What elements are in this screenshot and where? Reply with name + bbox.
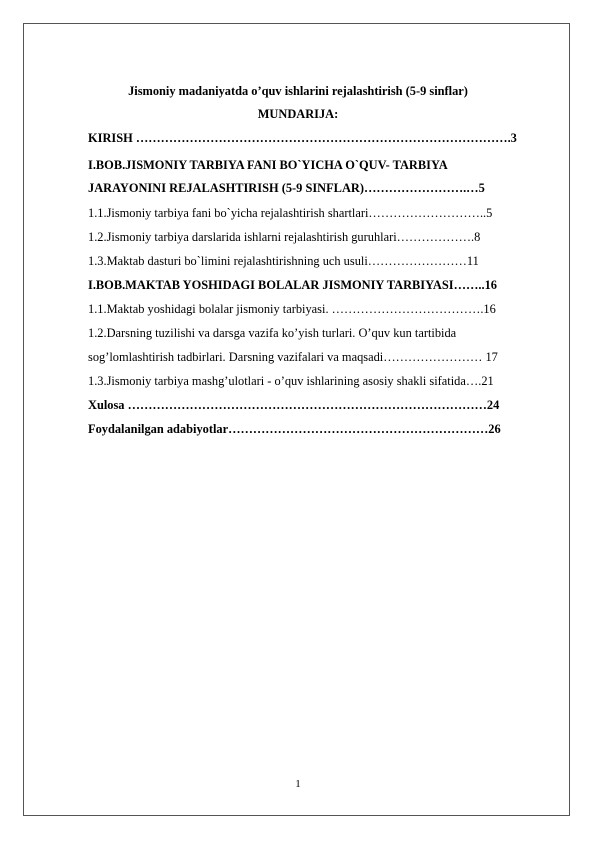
toc-entry-2-1[interactable]: 1.1.Maktab yoshidagi bolalar jismoniy tarbiyasi. ……………………………….16 [88,302,496,316]
toc-entry-chapter-1-line-1[interactable]: I.BOB.JISMONIY TARBIYA FANI BO`YICHA O`QUV- TARBIYA [88,158,448,172]
toc-entry-chapter-2[interactable]: I.BOB.MAKTAB YOSHIDAGI BOLALAR JISMONIY TARBIYASI……..16 [88,278,497,292]
toc-entry-1-2[interactable]: 1.2.Jismoniy tarbiya darslarida ishlarni rejalashtirish guruhlari……………….8 [88,230,481,244]
toc-heading: MUNDARIJA: [257,107,339,121]
page-number: 1 [295,778,301,790]
toc-entry-2-2-line-1[interactable]: 1.2.Darsning tuzilishi va darsga vazifa ko’yish turlari. O’quv kun tartibida [88,326,457,340]
toc-entry-1-1[interactable]: 1.1.Jismoniy tarbiya fani bo`yicha rejalashtirish shartlari………………………..5 [88,206,493,220]
toc-entry-chapter-1-line-2[interactable]: JARAYONINI REJALASHTIRISH (5-9 SINFLAR)…………………….…5 [88,181,485,195]
toc-entry-2-3[interactable]: 1.3.Jismoniy tarbiya mashg’ulotlari - o’quv ishlarining asosiy shakli sifatida….21 [88,374,494,388]
document-title: Jismoniy madaniyatda o’quv ishlarini rejalashtirish (5-9 sinflar) [128,84,468,98]
toc-entry-1-3[interactable]: 1.3.Maktab dasturi bo`limini rejalashtirishning uch usuli……………………11 [88,254,479,268]
toc-entry-2-2-line-2[interactable]: sog’lomlashtirish tadbirlari. Darsning vazifalari va maqsadi…………………… 17 [88,350,498,364]
toc-entry-kirish[interactable]: KIRISH ……………………………………………………………………………….3 [88,131,517,145]
toc-entry-references[interactable]: Foydalanilgan adabiyotlar………………………………………………………26 [88,422,501,436]
toc-entry-xulosa[interactable]: Xulosa ……………………………………………………………………………24 [88,398,500,412]
